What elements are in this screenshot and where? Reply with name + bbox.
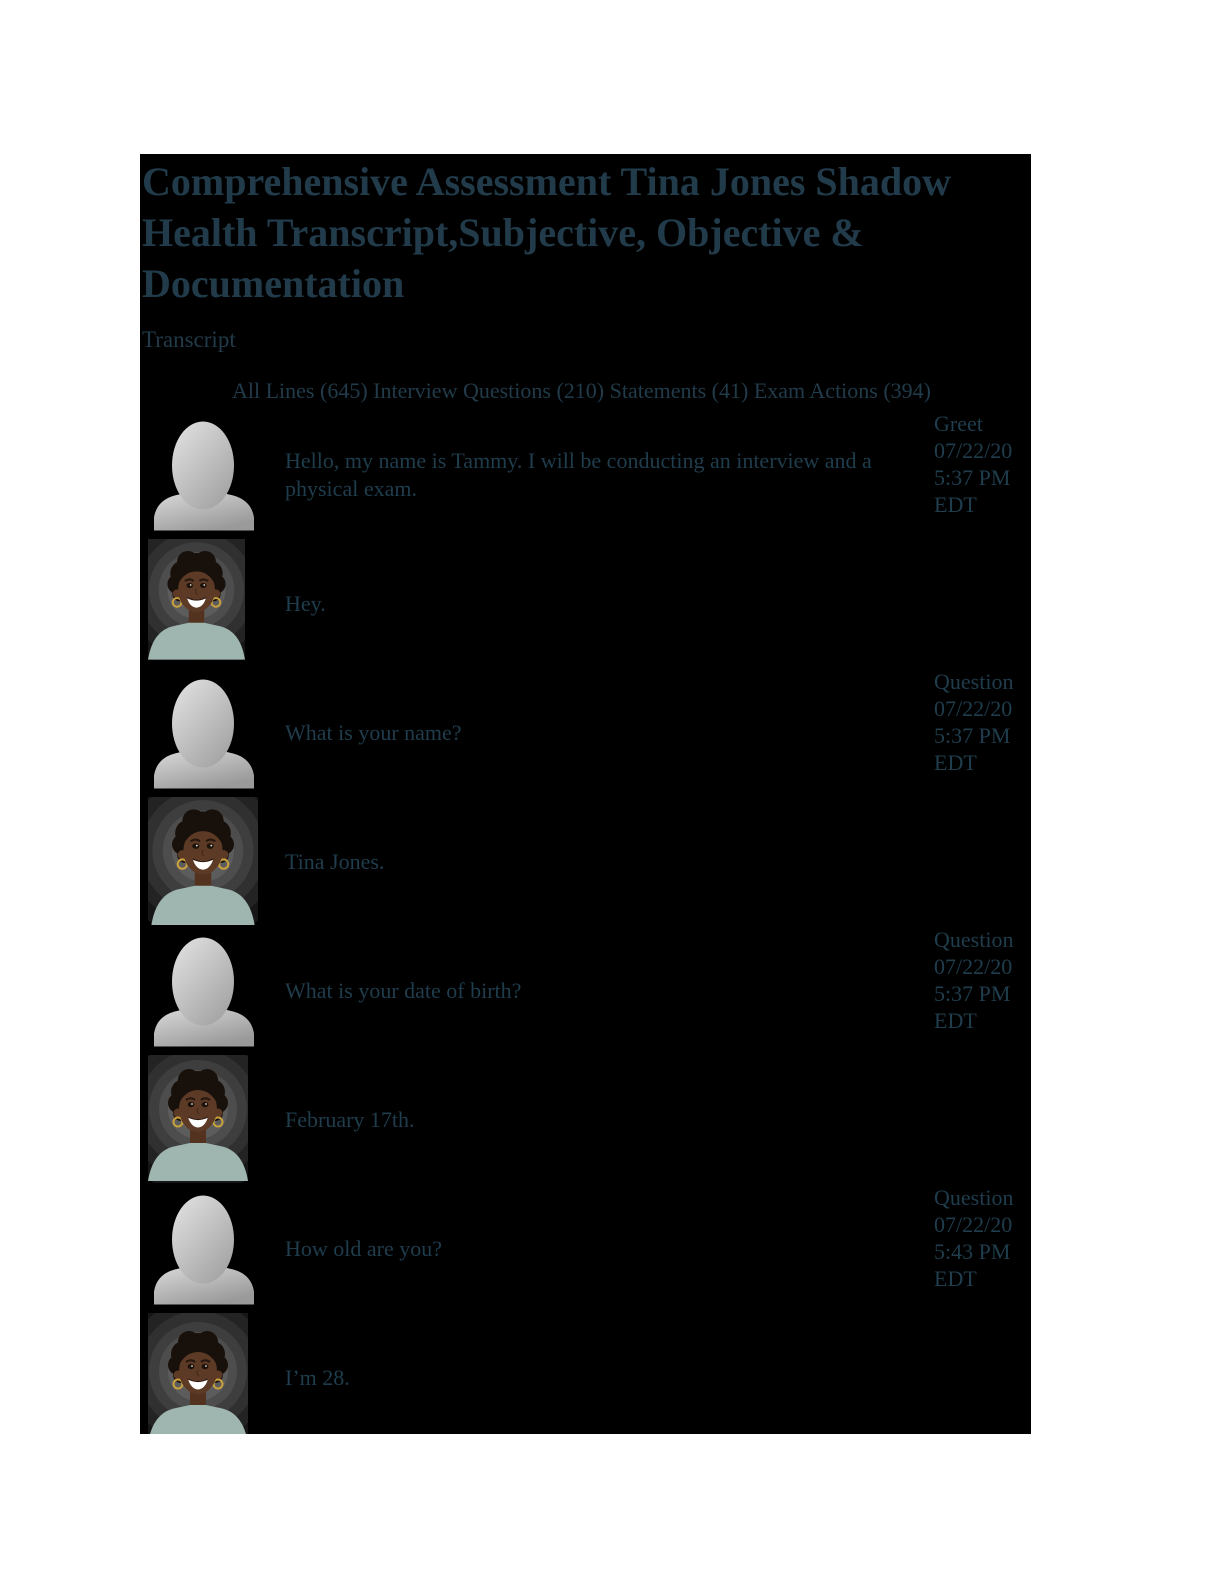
avatar-cell	[140, 410, 285, 539]
avatar-cell	[140, 1184, 285, 1313]
meta-timezone: EDT	[934, 492, 977, 517]
tab-exam-actions[interactable]: Exam Actions (394)	[753, 378, 932, 403]
transcript-row-patient	[140, 1055, 1031, 1184]
message-text: What is your date of birth?	[285, 977, 522, 1003]
meta-time: 5:37 PM	[934, 465, 1011, 490]
examiner-avatar-icon	[148, 668, 260, 789]
page-title: Comprehensive Assessment Tina Jones Shadow Health Transcript,Subjective, Objective & Documentation	[142, 159, 952, 306]
transcript-section-label: Transcript	[142, 327, 236, 352]
meta-date: 07/22/20	[934, 1212, 1013, 1237]
meta-timezone: EDT	[934, 1266, 977, 1291]
tab-interview-questions[interactable]: Interview Questions (210)	[373, 378, 605, 403]
avatar-cell	[140, 797, 285, 926]
meta-timezone: EDT	[934, 1008, 977, 1033]
message-text: Hey.	[285, 590, 326, 616]
avatar-cell	[140, 668, 285, 797]
message-meta	[934, 668, 1031, 797]
avatar-cell	[140, 1055, 285, 1184]
message-text: February 17th.	[285, 1106, 415, 1132]
meta-action-label: Question	[934, 927, 1014, 952]
transcript-row-patient	[140, 539, 1031, 668]
avatar-cell	[140, 1313, 285, 1434]
meta-date: 07/22/20	[934, 954, 1013, 979]
patient-avatar-icon	[148, 797, 258, 925]
avatar-cell	[140, 539, 285, 668]
message-meta	[934, 926, 1031, 1055]
document-page	[140, 154, 1031, 1434]
meta-time: 5:37 PM	[934, 723, 1011, 748]
meta-time: 5:37 PM	[934, 981, 1011, 1006]
avatar-cell	[140, 926, 285, 1055]
meta-timezone: EDT	[934, 750, 977, 775]
meta-action-label: Question	[934, 1185, 1014, 1210]
message-text: Tina Jones.	[285, 848, 385, 874]
message-meta	[934, 410, 1031, 539]
tab-statements[interactable]: Statements (41)	[609, 378, 749, 403]
transcript-row-examiner	[140, 1184, 1031, 1313]
message-text: I’m 28.	[285, 1364, 350, 1390]
message-meta	[934, 1184, 1031, 1313]
message-text: How old are you?	[285, 1235, 443, 1261]
message-text: Hello, my name is Tammy. I will be conducting an interview and a physical exam.	[285, 447, 872, 501]
meta-action-label: Question	[934, 669, 1014, 694]
transcript-row-examiner	[140, 668, 1031, 797]
transcript-row-examiner	[140, 926, 1031, 1055]
tab-all-lines[interactable]: All Lines (645)	[232, 378, 368, 403]
meta-time: 5:43 PM	[934, 1239, 1011, 1264]
patient-avatar-icon	[148, 1055, 248, 1183]
transcript-row-examiner	[140, 410, 1031, 539]
transcript-row-patient	[140, 1313, 1031, 1434]
patient-avatar-icon	[148, 539, 245, 660]
meta-date: 07/22/20	[934, 696, 1013, 721]
patient-avatar-icon	[148, 1313, 248, 1434]
message-text: What is your name?	[285, 719, 462, 745]
transcript-message-list	[140, 410, 1031, 1434]
examiner-avatar-icon	[148, 1184, 260, 1305]
meta-action-label: Greet	[934, 411, 983, 436]
transcript-filter-tabs	[232, 377, 1031, 405]
transcript-row-patient	[140, 797, 1031, 926]
examiner-avatar-icon	[148, 926, 260, 1047]
meta-date: 07/22/20	[934, 438, 1013, 463]
examiner-avatar-icon	[148, 410, 260, 531]
